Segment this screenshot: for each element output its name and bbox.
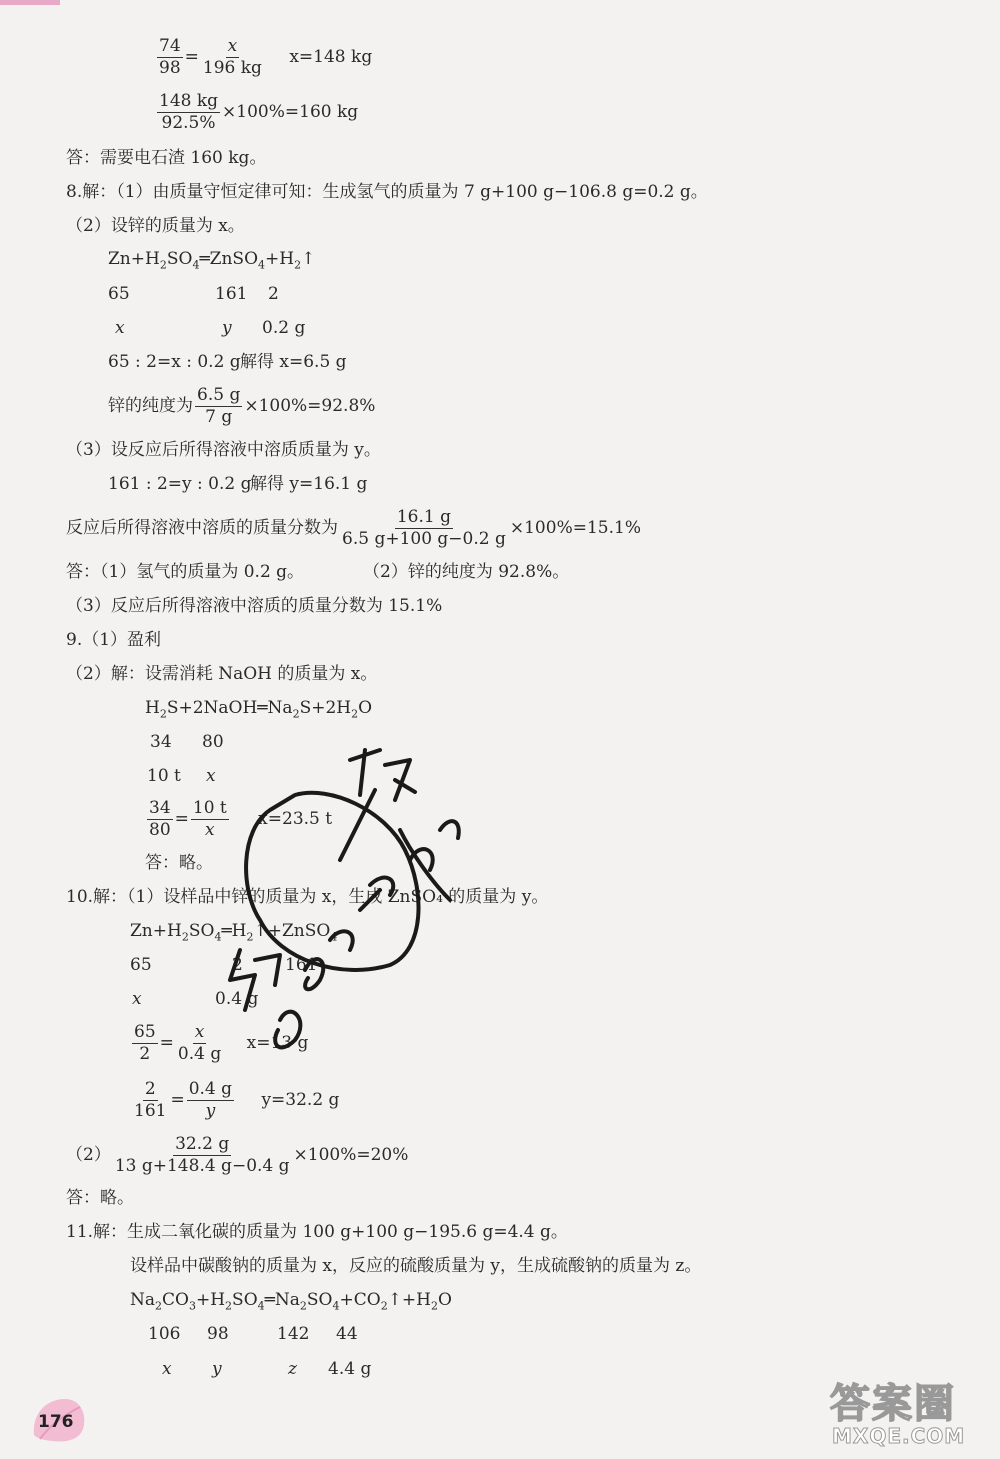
s10-proportion-2: $\frac{2}{161}$ = $\frac{0.4 g}{y}$ y=32.2 g xyxy=(134,1079,340,1121)
s10-mass-2: 2 xyxy=(232,955,243,975)
s9-line-2: （2）解：设需消耗 NaOH 的质量为 x。 xyxy=(66,664,378,684)
s8-answer-3: （3）反应后所得溶液中溶质的质量分数为 15.1% xyxy=(66,596,443,616)
header-pink-bar xyxy=(0,0,60,5)
s10-reaction-equation: $Zn+H_2SO_4═H_2↑+ZnSO_4$ xyxy=(130,921,338,944)
s7-equation-2: $\frac{148 kg}{92.5\%}$ ×100%=160 kg xyxy=(159,91,359,133)
s8-mass-3: 2 xyxy=(268,284,279,304)
s8-mass-fraction: 反应后所得溶液中溶质的质量分数为 $\frac{16.1 g}{6.5 g+100 g-0.2 g}$ ×100%=15.1% xyxy=(66,507,641,549)
s9-proportion: $\frac{34}{80}$ = $\frac{10 t}{x}$ x=23.5 t xyxy=(149,798,333,840)
s11-var-4: 4.4 g xyxy=(328,1359,372,1379)
s11-reaction-equation: $Na_2CO_3+H_2SO_4═Na_2SO_4+CO_2↑+H_2O$ xyxy=(130,1290,452,1313)
s10-mass-3: 161 xyxy=(285,955,318,975)
s8-answer-1: 答：（1）氢气的质量为 0.2 g。 xyxy=(66,562,305,582)
s11-var-1: x xyxy=(162,1359,172,1379)
s10-mass-1: 65 xyxy=(130,955,152,975)
s8-solve-2: 解得 y=16.1 g xyxy=(250,474,368,494)
s8-var-1: x xyxy=(115,318,125,338)
s9-line-1: 9.（1）盈利 xyxy=(66,630,162,650)
s10-proportion-1: $\frac{65}{2}$ = $\frac{x}{0.4 g}$ x=13 g xyxy=(134,1022,309,1064)
s11-mass-4: 44 xyxy=(336,1324,358,1344)
s10-var-2: 0.4 g xyxy=(215,989,259,1009)
watermark-text-en: hdzuoye.com xyxy=(420,980,427,981)
page-number: 176 xyxy=(38,1412,74,1432)
s8-mass-1: 65 xyxy=(108,284,130,304)
s8-reaction-equation: $Zn+H_2SO_4═ZnSO_4+H_2↑$ xyxy=(108,249,316,272)
logo-text: 答案圈 xyxy=(830,1381,956,1427)
handwritten-watermark xyxy=(200,720,480,1090)
s8-var-3: 0.2 g xyxy=(262,318,306,338)
s8-var-2: y xyxy=(222,318,232,338)
s9-mass-1: 34 xyxy=(150,732,172,752)
s8-line-1: 8.解：（1）由质量守恒定律可知：生成氢气的质量为 7 g+100 g−106.8 g=0.2 g。 xyxy=(66,182,708,202)
s11-var-3: z xyxy=(288,1359,297,1379)
s7-answer: 答：需要电石渣 160 kg。 xyxy=(66,148,267,168)
site-logo xyxy=(820,1372,995,1452)
s11-var-2: y xyxy=(212,1359,222,1379)
logo-url: MXQE.COM xyxy=(832,1424,966,1448)
s10-var-1: x xyxy=(132,989,142,1009)
s8-ratio: 65 : 2=x : 0.2 g xyxy=(108,352,241,372)
s9-reaction-equation: $H_2S+2NaOH═Na_2S+2H_2O$ xyxy=(145,698,373,721)
s8-line-3: （3）设反应后所得溶液中溶质质量为 y。 xyxy=(66,440,381,460)
s8-solve: 解得 x=6.5 g xyxy=(240,352,347,372)
s11-line-2: 设样品中碳酸钠的质量为 x，反应的硫酸质量为 y，生成硫酸钠的质量为 z。 xyxy=(130,1256,702,1276)
s9-var-2: x xyxy=(206,766,216,786)
s8-ratio-2: 161 : 2=y : 0.2 g xyxy=(108,474,252,494)
s8-line-2: （2）设锌的质量为 x。 xyxy=(66,216,245,236)
s10-line-1: 10.解：（1）设样品中锌的质量为 x，生成 ZnSO₄ 的质量为 y。 xyxy=(66,887,549,907)
s11-mass-1: 106 xyxy=(148,1324,181,1344)
s8-mass-2: 161 xyxy=(215,284,248,304)
s11-mass-2: 98 xyxy=(207,1324,229,1344)
watermark-text-cn: 互助文档 xyxy=(420,975,424,976)
s10-part-2: （2） $\frac{32.2 g}{13 g+148.4 g-0.4 g}$ ×100%=20% xyxy=(66,1134,409,1176)
s9-answer: 答：略。 xyxy=(145,853,213,873)
s8-purity: 锌的纯度为 $\frac{6.5 g}{7 g}$ ×100%=92.8% xyxy=(108,385,376,427)
s11-line-1: 11.解：生成二氧化碳的质量为 100 g+100 g−195.6 g=4.4 g。 xyxy=(66,1222,568,1242)
s9-mass-2: 80 xyxy=(202,732,224,752)
s8-answer-2: （2）锌的纯度为 92.8%。 xyxy=(363,562,570,582)
s11-mass-3: 142 xyxy=(277,1324,310,1344)
top-strip xyxy=(0,0,1000,6)
s9-var-1: 10 t xyxy=(147,766,181,786)
s7-equation-1: $\frac{74}{98}$ = $\frac{x}{196 kg}$ x=148 kg xyxy=(159,36,373,78)
s10-answer: 答：略。 xyxy=(66,1188,134,1208)
